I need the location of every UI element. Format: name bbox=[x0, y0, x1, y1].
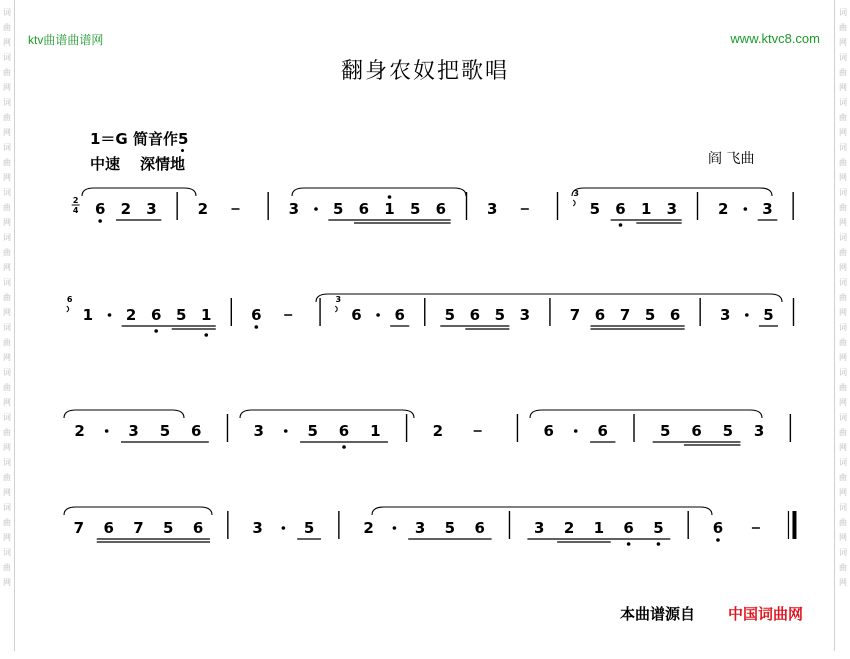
watermark-char: 网 bbox=[3, 128, 11, 137]
watermark-char: 网 bbox=[3, 578, 11, 587]
grace-note: 6 bbox=[66, 295, 73, 304]
watermark-char: 曲 bbox=[3, 158, 11, 167]
song-title: 翻身农奴把歌唱 bbox=[340, 59, 509, 84]
augmentation-dot bbox=[284, 429, 288, 433]
watermark-char: 曲 bbox=[839, 293, 847, 302]
watermark-char: 网 bbox=[839, 398, 847, 407]
watermark-char: 曲 bbox=[3, 518, 11, 527]
note: 6 bbox=[691, 422, 702, 440]
slur-arc bbox=[82, 188, 196, 196]
note: 6 bbox=[358, 200, 370, 218]
note: 6 bbox=[150, 306, 162, 324]
watermark-char: 词 bbox=[839, 53, 847, 62]
augmentation-dot bbox=[314, 207, 318, 211]
watermark-char: 曲 bbox=[839, 383, 847, 392]
note: 6 bbox=[623, 519, 634, 537]
note: 6 bbox=[669, 306, 681, 324]
note: 5 bbox=[589, 200, 601, 218]
octave-low-dot bbox=[98, 219, 102, 223]
watermark-char: 词 bbox=[3, 98, 11, 107]
note: 6 bbox=[435, 200, 447, 218]
note: 2 bbox=[563, 519, 575, 537]
note: 7 bbox=[619, 306, 631, 324]
watermark-char: 词 bbox=[3, 368, 11, 377]
tempo: 中速 bbox=[90, 155, 121, 173]
watermark-char: 曲 bbox=[3, 563, 11, 572]
note: 3 bbox=[253, 422, 264, 440]
note: 5 bbox=[644, 306, 656, 324]
watermark-char: 曲 bbox=[3, 473, 11, 482]
augmentation-dot bbox=[376, 313, 380, 317]
watermark-char: 网 bbox=[839, 533, 847, 542]
note: 2 bbox=[125, 306, 137, 324]
note: 6 bbox=[594, 306, 606, 324]
slur-arc bbox=[530, 410, 762, 418]
note: 6 bbox=[103, 519, 114, 537]
note: 1 bbox=[593, 519, 605, 537]
watermark-char: 网 bbox=[839, 578, 847, 587]
note: 5 bbox=[159, 422, 171, 440]
watermark-char: 网 bbox=[3, 38, 11, 47]
note: 3 bbox=[414, 519, 426, 537]
watermark-char: 曲 bbox=[839, 113, 847, 122]
watermark-char: 网 bbox=[3, 488, 11, 497]
note: 1 bbox=[370, 422, 381, 440]
watermark-char: 曲 bbox=[839, 23, 847, 32]
note: 6 bbox=[94, 200, 106, 218]
watermark-char: 网 bbox=[839, 218, 847, 227]
watermark-char: 网 bbox=[3, 173, 11, 182]
note: 1 bbox=[82, 306, 94, 324]
watermark-char: 词 bbox=[3, 413, 11, 422]
watermark-char: 网 bbox=[3, 353, 11, 362]
note: 7 bbox=[569, 306, 581, 324]
watermark-char: 曲 bbox=[839, 338, 847, 347]
watermark-char: 网 bbox=[3, 533, 11, 542]
site-brand-left[interactable]: ktv曲谱曲谱网 bbox=[28, 33, 104, 47]
note: 5 bbox=[444, 519, 456, 537]
note: 7 bbox=[133, 519, 144, 537]
note: 2 bbox=[120, 200, 132, 218]
note: 6 bbox=[597, 422, 608, 440]
source-site-link[interactable]: 中国词曲网 bbox=[728, 605, 804, 623]
octave-low-dot bbox=[657, 542, 661, 546]
watermark-char: 词 bbox=[3, 53, 11, 62]
watermark-char: 曲 bbox=[3, 383, 11, 392]
watermark-char: 曲 bbox=[3, 113, 11, 122]
note: 5 bbox=[303, 519, 315, 537]
watermark-char: 网 bbox=[3, 83, 11, 92]
watermark-char: 曲 bbox=[3, 248, 11, 257]
note: 3 bbox=[762, 200, 773, 218]
note: 1 bbox=[384, 200, 395, 218]
octave-low-dot bbox=[342, 445, 346, 449]
octave-low-dot bbox=[204, 333, 208, 337]
note: 2 bbox=[197, 200, 209, 218]
note: 3 bbox=[252, 519, 263, 537]
watermark-char: 曲 bbox=[839, 158, 847, 167]
note: 5 bbox=[444, 306, 456, 324]
time-signature-top: 2 bbox=[72, 196, 79, 205]
watermark-char: 曲 bbox=[839, 473, 847, 482]
note: 6 bbox=[543, 422, 554, 440]
watermark-char: 网 bbox=[3, 218, 11, 227]
watermark-char: 词 bbox=[839, 98, 847, 107]
grace-note: 3 bbox=[335, 295, 342, 304]
composer-credit: 阎 飞曲 bbox=[708, 151, 755, 167]
watermark-char: 曲 bbox=[3, 338, 11, 347]
note: 5 bbox=[660, 422, 671, 440]
octave-high-dot bbox=[388, 195, 392, 199]
watermark-char: 曲 bbox=[839, 248, 847, 257]
key-prefix: 1＝G 简音作 bbox=[90, 130, 178, 148]
note: 6 bbox=[251, 306, 262, 324]
watermark-char: 曲 bbox=[839, 428, 847, 437]
note: 5 bbox=[409, 200, 421, 218]
watermark-char: 词 bbox=[3, 278, 11, 287]
note: 5 bbox=[763, 306, 774, 324]
note: 5 bbox=[653, 519, 664, 537]
grace-note: 3 bbox=[573, 189, 579, 198]
watermark-char: 词 bbox=[839, 143, 847, 152]
watermark-char: 词 bbox=[3, 188, 11, 197]
slur-arc bbox=[572, 188, 772, 196]
augmentation-dot bbox=[108, 313, 112, 317]
note: 6 bbox=[192, 519, 204, 537]
watermark-char: 词 bbox=[839, 323, 847, 332]
watermark-char: 词 bbox=[3, 233, 11, 242]
slur-arc bbox=[240, 410, 414, 418]
watermark-char: 网 bbox=[839, 443, 847, 452]
note: 3 bbox=[288, 200, 300, 218]
watermark-char: 词 bbox=[839, 458, 847, 467]
note: 5 bbox=[722, 422, 734, 440]
note: 1 bbox=[640, 200, 652, 218]
note: 5 bbox=[163, 519, 174, 537]
slur-arc bbox=[64, 410, 184, 418]
final-barline-thick bbox=[792, 511, 796, 539]
augmentation-dot bbox=[744, 207, 748, 211]
watermark-char: 曲 bbox=[3, 203, 11, 212]
note: 3 bbox=[486, 200, 498, 218]
watermark-char: 网 bbox=[3, 443, 11, 452]
augmentation-dot bbox=[574, 429, 578, 433]
watermark-char: 词 bbox=[839, 8, 847, 17]
octave-low-dot bbox=[627, 542, 631, 546]
note: 6 bbox=[190, 422, 202, 440]
note: 3 bbox=[719, 306, 731, 324]
note: 6 bbox=[351, 306, 362, 324]
note: 3 bbox=[666, 200, 678, 218]
watermark-char: 词 bbox=[3, 323, 11, 332]
slur-arc bbox=[292, 188, 466, 196]
note: 3 bbox=[534, 519, 545, 537]
note: 3 bbox=[753, 422, 765, 440]
note: 3 bbox=[146, 200, 157, 218]
note: 6 bbox=[474, 519, 485, 537]
watermark-char: 词 bbox=[3, 503, 11, 512]
watermark-char: 网 bbox=[3, 263, 11, 272]
watermark-char: 曲 bbox=[3, 68, 11, 77]
watermark-char: 网 bbox=[839, 83, 847, 92]
watermark-char: 词 bbox=[839, 368, 847, 377]
note: 2 bbox=[74, 422, 85, 440]
watermark-char: 网 bbox=[839, 263, 847, 272]
note: 6 bbox=[615, 200, 626, 218]
watermark-char: 词 bbox=[3, 458, 11, 467]
grace-slur bbox=[573, 200, 575, 206]
augmentation-dot bbox=[745, 313, 749, 317]
slur-arc bbox=[64, 507, 212, 515]
augmentation-dot bbox=[105, 429, 109, 433]
note: 6 bbox=[469, 306, 481, 324]
key-note: 5 bbox=[178, 130, 188, 148]
note: 6 bbox=[338, 422, 350, 440]
note: 3 bbox=[519, 306, 531, 324]
note: 2 bbox=[363, 519, 374, 537]
watermark-char: 曲 bbox=[839, 518, 847, 527]
watermark-char: 曲 bbox=[839, 68, 847, 77]
octave-low-dot bbox=[619, 223, 623, 227]
watermark-char: 网 bbox=[839, 308, 847, 317]
note: 5 bbox=[175, 306, 187, 324]
watermark-char: 曲 bbox=[3, 293, 11, 302]
note: 2 bbox=[717, 200, 729, 218]
note: 5 bbox=[332, 200, 344, 218]
watermark-char: 网 bbox=[839, 38, 847, 47]
note: 1 bbox=[201, 306, 212, 324]
watermark-char: 词 bbox=[839, 413, 847, 422]
site-brand-right[interactable]: www.ktvc8.com bbox=[730, 31, 820, 46]
watermark-char: 曲 bbox=[839, 563, 847, 572]
watermark-char: 网 bbox=[839, 173, 847, 182]
augmentation-dot bbox=[393, 526, 397, 530]
watermark-char: 网 bbox=[3, 398, 11, 407]
watermark-char: 词 bbox=[839, 503, 847, 512]
octave-low-dot bbox=[716, 538, 720, 542]
watermark-char: 曲 bbox=[839, 203, 847, 212]
note: 3 bbox=[128, 422, 139, 440]
note: 2 bbox=[432, 422, 444, 440]
octave-low-dot bbox=[154, 329, 158, 333]
watermark-char: 曲 bbox=[3, 428, 11, 437]
time-signature-bottom: 4 bbox=[72, 206, 79, 215]
octave-low-dot bbox=[255, 325, 259, 329]
augmentation-dot bbox=[282, 526, 286, 530]
watermark-char: 词 bbox=[3, 548, 11, 557]
watermark-char: 词 bbox=[3, 143, 11, 152]
watermark-char: 词 bbox=[839, 548, 847, 557]
watermark-char: 词 bbox=[839, 278, 847, 287]
note: 6 bbox=[712, 519, 724, 537]
slur-arc bbox=[372, 507, 712, 515]
watermark-char: 词 bbox=[839, 188, 847, 197]
mood: 深情地 bbox=[140, 155, 186, 173]
note: 7 bbox=[73, 519, 85, 537]
watermark-char: 词 bbox=[3, 8, 11, 17]
watermark-char: 网 bbox=[839, 488, 847, 497]
grace-slur bbox=[67, 306, 69, 312]
slur-arc bbox=[316, 294, 782, 302]
watermark-char: 网 bbox=[839, 353, 847, 362]
note: 6 bbox=[394, 306, 405, 324]
grace-slur bbox=[335, 306, 337, 312]
note: 5 bbox=[307, 422, 318, 440]
source-label: 本曲谱源自 bbox=[620, 605, 696, 623]
watermark-char: 词 bbox=[839, 233, 847, 242]
note: 5 bbox=[494, 306, 506, 324]
watermark-char: 网 bbox=[3, 308, 11, 317]
watermark-char: 网 bbox=[839, 128, 847, 137]
watermark-char: 曲 bbox=[3, 23, 11, 32]
